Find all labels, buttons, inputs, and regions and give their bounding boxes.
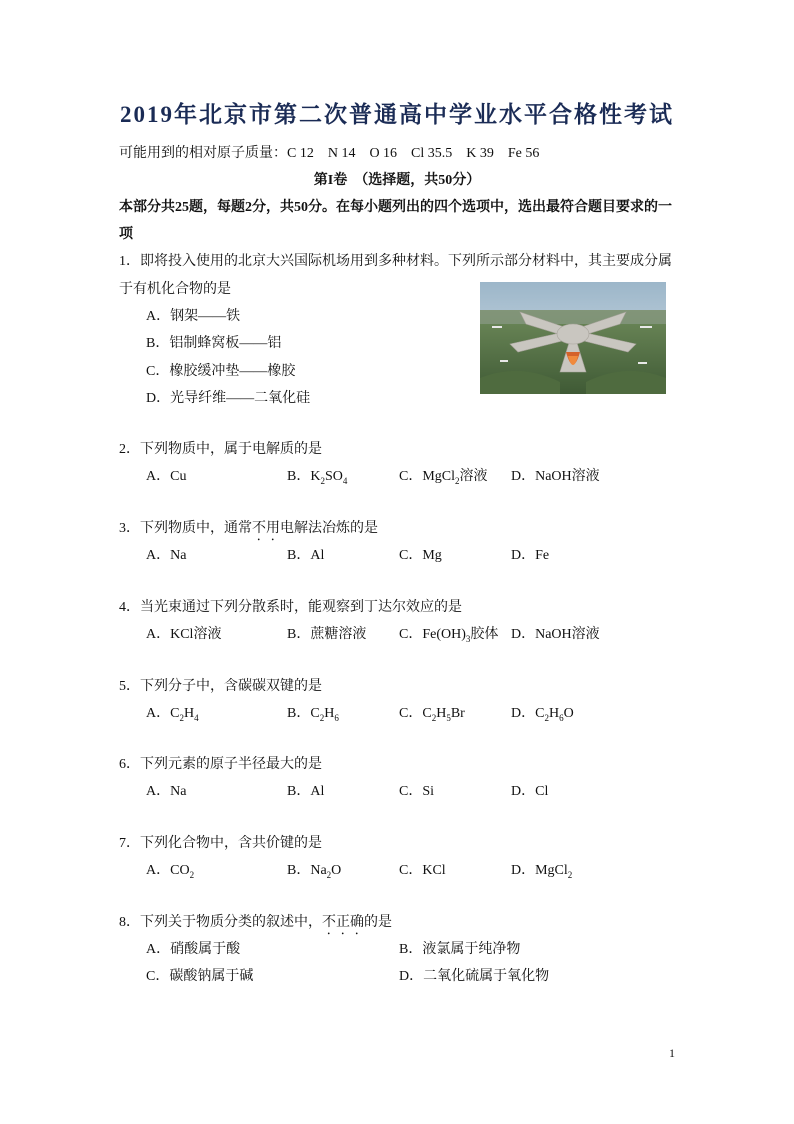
question-1-option-a: A．钢架——铁 [146,309,241,324]
question-4-stem: 4．当光束通过下列分散系时，能观察到丁达尔效应的是 [119,600,462,615]
question-3-option-d: D．Fe [511,548,550,563]
question-3-option-a: A．Na [146,548,187,563]
page-number: 1 [669,1046,675,1060]
question-3-option-b: B．Al [287,548,325,563]
question-7-option-a: A．$CO_2$ [146,863,195,880]
instructions-line-1: 本部分共25题，每题2分，共50分。在每小题列出的四个选项中，选出最符合题目要求的一 [119,200,672,215]
question-8-stem: 8．下列关于物质分类的叙述中，不正确的是 [119,915,392,930]
question-1-option-b: B．铝制蜂窝板——铝 [146,336,282,351]
question-8-option-b: B．液氯属于纯净物 [399,942,521,957]
emphasis-bu-yong: 不用 [252,521,280,536]
question-1-stem-line-1: 1．即将投入使用的北京大兴国际机场用到多种材料。下列所示部分材料中，其主要成分属 [119,254,672,269]
question-7-option-c: C．KCl [399,863,446,878]
question-1-option-d: D．光导纤维——二氧化硅 [146,391,311,406]
instructions-line-2: 项 [119,227,133,242]
question-3-option-c: C．Mg [399,548,442,563]
question-8-option-c: C．碳酸钠属于碱 [146,969,254,984]
question-7-option-d: D．MgCl$_2$ [511,863,573,880]
question-2-stem: 2．下列物质中，属于电解质的是 [119,442,322,457]
question-8-option-a: A．硝酸属于酸 [146,942,241,957]
question-6-option-c: C．Si [399,784,435,799]
question-6-stem: 6．下列元素的原子半径最大的是 [119,757,322,772]
question-4-option-a: A．KCl溶液 [146,627,222,642]
question-4-option-c: C．$Fe(OH)_3$胶体 [399,627,499,644]
question-5-stem: 5．下列分子中，含碳碳双键的是 [119,679,322,694]
airport-photo [480,282,666,394]
question-2-option-a: A．Cu [146,469,187,484]
question-4-option-b: B．蔗糖溶液 [287,627,367,642]
question-3-stem: 3．下列物质中，通常不用电解法冶炼的是 [119,521,378,536]
question-8-option-d: D．二氧化硫属于氧化物 [399,969,550,984]
question-1-stem-line-2: 于有机化合物的是 [119,282,231,297]
question-5-option-a: A．$C_2H_4$ [146,706,199,723]
atomic-mass-line: 可能用到的相对原子质量：C 12 N 14 O 16 Cl 35.5 K 39 Fe 56 [119,146,540,161]
question-4-option-d: D．NaOH溶液 [511,627,600,642]
question-5-option-b: B．$C_2H_6$ [287,706,339,723]
question-2-option-d: D．NaOH溶液 [511,469,600,484]
question-7-stem: 7．下列化合物中，含共价键的是 [119,836,322,851]
question-6-option-a: A．Na [146,784,187,799]
question-7-option-b: B．$Na_2O$ [287,863,342,880]
question-5-option-d: D．$C_2H_6O$ [511,706,574,723]
question-2-option-c: C．MgCl$_2$溶液 [399,469,488,486]
question-6-option-b: B．Al [287,784,325,799]
question-2-option-b: B．$K_2SO_4$ [287,469,348,486]
exam-title: 2019年北京市第二次普通高中学业水平合格性考试 [120,102,674,127]
airport-photo-illustration [480,282,666,394]
emphasis-bu-zheng-que: 不正确 [322,915,364,930]
question-6-option-d: D．Cl [511,784,549,799]
section-title: 第I卷 （选择题，共50分） [313,173,481,188]
question-5-option-c: C．$C_2H_5Br$ [399,706,465,723]
question-1-option-c: C．橡胶缓冲垫——橡胶 [146,364,296,379]
